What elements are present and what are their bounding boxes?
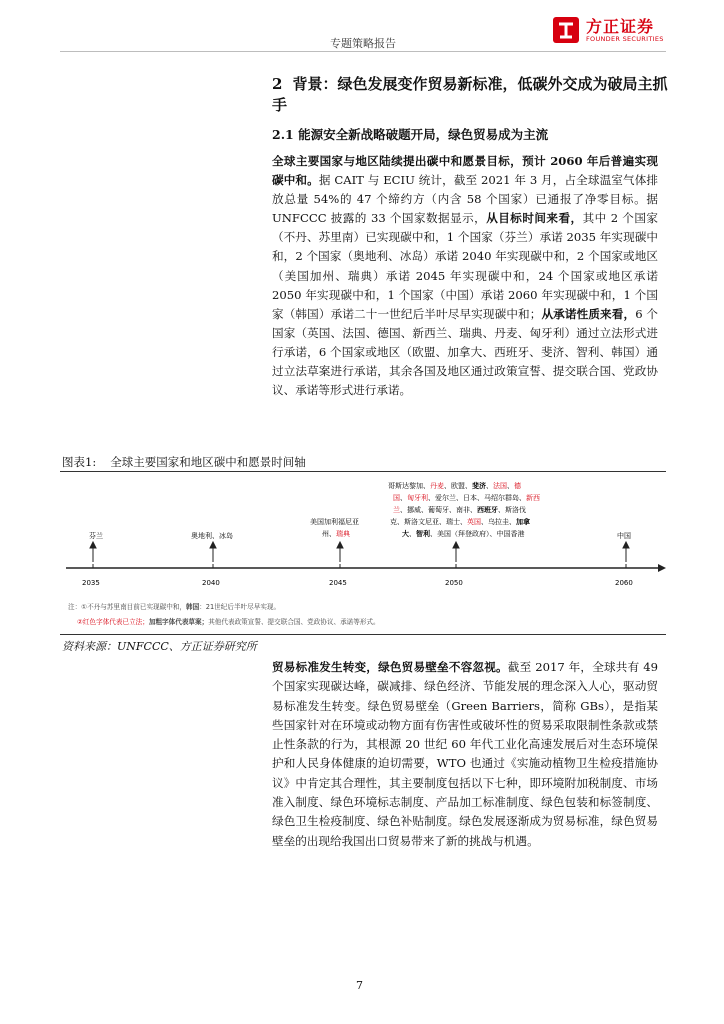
para1-text-a: 据 CAIT 与 ECIU 统计，截至 2021 年 3 月，占全球温室气体排放总量 54%的 47 个缔约方（内含 58 个国家）已通报了净零目标。据 UNFCCC 披露的 33 个国家数据显示， [272, 173, 658, 226]
tl-2050-line4: 克、斯洛文尼亚、瑞士、英国、乌拉圭、加拿 [390, 518, 530, 526]
figure-note-2: ②红色字体代表已立法；加粗字体代表草案；其他代表政策宣誓、提交联合国、党政协议、承诺等形式。 [77, 618, 380, 626]
section-number: 2 [272, 75, 283, 93]
figure-source: 资料来源：UNFCCC、方正证券研究所 [62, 640, 257, 653]
para1-emphasis-a: 从目标时间来看， [486, 211, 583, 226]
para1-text-c: 6 个国家（英国、法国、德国、新西兰、瑞典、丹麦、匈牙利）通过立法形式进行承诺，6 个国家或地区（欧盟、加拿大、西班牙、斐济、智利、韩国）通过立法草案进行承诺，其余各国及地区通过政策宣誓、提交联合国、党政协议、承诺等形式进行承诺。 [272, 306, 658, 398]
company-logo [552, 14, 682, 46]
section-heading [272, 74, 672, 116]
tl-2045-label-a: 美国加利福尼亚 [310, 518, 359, 526]
tl-year-2045: 2045 [329, 579, 347, 587]
header-divider [60, 51, 666, 52]
para1-text-b: 其中 2 个国家（不丹、苏里南）已实现碳中和，1 个国家（芬兰）承诺 2035 年实现碳中和，2 个国家（奥地利、冰岛）承诺 2040 年实现碳中和，2 个国家或地区（美国加州、瑞典）承诺 2045 年实现碳中和，24 个国家或地区承诺 2050 年实现碳中和，1 个国家（中国）承诺 2060 年实现碳中和，1 个国家（韩国）承诺二十一世纪后半叶尽早实现碳中和； [272, 211, 658, 321]
tl-year-2040: 2040 [202, 579, 220, 587]
figure-label: 图表1: [62, 455, 97, 469]
tl-arrowhead-2035 [90, 542, 96, 548]
section-title: 背景：绿色发展变作贸易新标准，低碳外交成为破局主抓手 [272, 75, 668, 114]
tl-arrowhead-2040 [210, 542, 216, 548]
figure-bottom-rule [60, 634, 666, 635]
tl-2050-line2: 国、匈牙利、爱尔兰、日本、马绍尔群岛、新西 [393, 494, 540, 502]
tl-2035-label: 芬兰 [89, 532, 103, 540]
tl-2045-label-b: 州、瑞典 [322, 530, 350, 538]
figure-top-rule [60, 471, 666, 472]
report-type-label: 专题策略报告 [330, 37, 396, 50]
tl-arrowhead-2045 [337, 542, 343, 548]
tl-arrowhead-2050 [453, 542, 459, 548]
founder-logo-icon [552, 16, 580, 44]
logo-en-text: FOUNDER SECURITIES [586, 35, 664, 43]
tl-arrowhead-2060 [623, 542, 629, 548]
figure-note-1: 注：①不丹与苏里南目前已实现碳中和，韩国：21世纪后半叶尽早实现。 [68, 603, 281, 611]
para2-text: 截至 2017 年，全球共有 49 个国家实现碳达峰，碳减排、绿色经济、节能发展的理念深入人心，驱动贸易标准发生转变。绿色贸易壁垒（Green Barriers，简称 GBs），是指某些国家针对在环境或动物方面有伤害性或破坏性的贸易采取限制性条款或禁止性条款的行为，其根源 20 世纪 60 年代工业化高速发展后对生态环境保护和人民身体健康的迫切需要，WTO 也通过《实施动植物卫生检疫措施协议》中肯定其合理性，其主要制度包括以下七种，即环境附加税制度、市场准入制度、绿色环境标志制度、产品加工标准制度、绿色包装和标签制度、绿色卫生检疫制度、绿色补贴制度。绿色发展逐渐成为贸易标准，绿色贸易壁垒的出现给我国出口贸易带来了新的挑战与机遇。 [272, 660, 658, 848]
tl-2060-label: 中国 [617, 532, 631, 540]
para1-emphasis-b: 从承诺性质来看， [541, 306, 636, 321]
figure-caption [62, 454, 306, 470]
para1-lead: 全球主要国家与地区陆续提出碳中和愿景目标，预计 2060 年后普遍实现碳中和。 [272, 154, 658, 188]
tl-2050-line5: 大、智利、美国（拜登政府）、中国香港 [402, 530, 525, 538]
logo-cn-text: 方正证券 [586, 17, 655, 36]
tl-year-2060: 2060 [615, 579, 633, 587]
tl-2050-line3: 兰、挪威、葡萄牙、南非、西班牙、斯洛伐 [393, 506, 526, 514]
tl-2040-label: 奥地利、冰岛 [191, 532, 233, 540]
paragraph-carbon-neutral-targets [272, 152, 658, 400]
tl-axis-arrow [658, 564, 666, 572]
tl-year-2050: 2050 [445, 579, 463, 587]
page-number: 7 [356, 979, 363, 992]
para2-lead: 贸易标准发生转变，绿色贸易壁垒不容忽视。 [272, 660, 508, 674]
figure-title: 全球主要国家和地区碳中和愿景时间轴 [110, 455, 306, 469]
tl-2050-line1: 哥斯达黎加、丹麦、欧盟、斐济、法国、德 [388, 482, 521, 490]
tl-year-2035: 2035 [82, 579, 100, 587]
subsection-heading: 2.1 能源安全新战略破题开局，绿色贸易成为主流 [272, 127, 549, 142]
paragraph-green-trade-barriers [272, 658, 658, 851]
